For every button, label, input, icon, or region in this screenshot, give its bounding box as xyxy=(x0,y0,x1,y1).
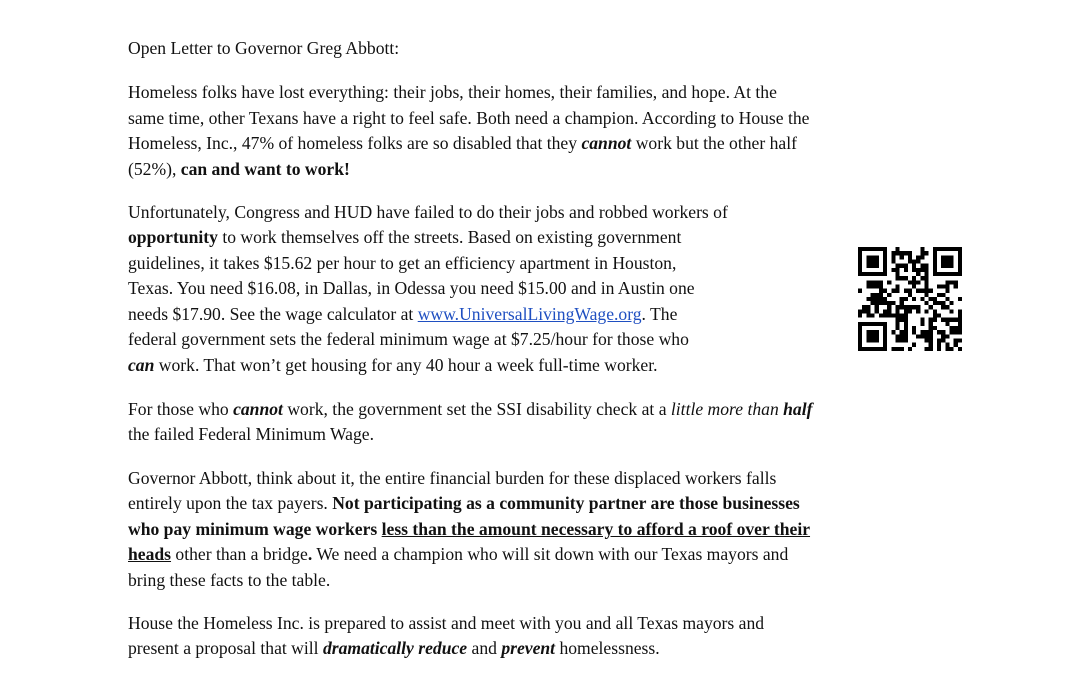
p3-l1b-emph: cannot xyxy=(233,399,283,419)
p4-line-1: Governor Abbott, think about it, the entire financial burden for these displaced workers falls xyxy=(128,468,777,488)
p5-l2d-emph: prevent xyxy=(501,638,556,658)
p5-l2e: homelessness. xyxy=(555,638,660,658)
p4-line-2 xyxy=(128,492,800,514)
p4-line-4 xyxy=(128,543,788,565)
p3-line-2: the failed Federal Minimum Wage. xyxy=(128,424,374,444)
p2-l2b: to work themselves off the streets. Based on existing government xyxy=(217,227,682,247)
p1-line-1: Homeless folks have lost everything: their jobs, their homes, their families, and hope. At the xyxy=(128,82,777,102)
p1-line-4 xyxy=(128,158,350,180)
p3-l1a: For those who xyxy=(128,399,234,419)
p2-line-2 xyxy=(128,226,681,248)
p2-l2a-bold: opportunity xyxy=(128,227,218,247)
qr-code-icon[interactable] xyxy=(858,247,962,351)
p4-l4b: other than a bridge xyxy=(171,544,308,564)
p4-l3b-bold-underline: less than the amount necessary to afford a roof over their xyxy=(381,519,811,539)
p5-l2c: and xyxy=(467,638,502,658)
wage-calculator-link[interactable]: www.UniversalLivingWage.org xyxy=(417,304,642,324)
p3-l1c: work, the government set the SSI disability check at a xyxy=(282,399,671,419)
p1-line-3 xyxy=(128,132,797,154)
p1-l3a: Homeless, Inc., 47% of homeless folks are so disabled that they xyxy=(128,133,582,153)
p4-l4c-bold: . xyxy=(307,544,313,564)
p2-line-3: guidelines, it takes $15.62 per hour to get an efficiency apartment in Houston, xyxy=(128,253,677,273)
p2-line-6: federal government sets the federal minimum wage at $7.25/hour for those who xyxy=(128,329,689,349)
p4-l2a: entirely upon the tax payers. xyxy=(128,493,333,513)
p2-line-5 xyxy=(128,303,677,325)
p1-l3b-emph: cannot xyxy=(581,133,632,153)
p2-l5a: needs $17.90. See the wage calculator at xyxy=(128,304,418,324)
p4-l2b-bold: Not participating as a community partner are those businesses xyxy=(332,493,800,513)
p5-l2b-emph: dramatically reduce xyxy=(322,638,468,658)
p3-l1e-emph: half xyxy=(783,399,813,419)
p2-l7b: work. That won’t get housing for any 40 hour a week full-time worker. xyxy=(154,355,658,375)
p3-line-1 xyxy=(128,398,812,420)
p2-line-7 xyxy=(128,354,658,376)
p1-l4b-bold: can and want to work! xyxy=(180,159,350,179)
p2-line-4: Texas. You need $16.08, in Dallas, in Odessa you need $15.00 and in Austin one xyxy=(128,278,695,298)
p4-l4a-bold-underline: heads xyxy=(128,544,172,564)
salutation: Open Letter to Governor Greg Abbott: xyxy=(128,38,400,58)
p2-line-1: Unfortunately, Congress and HUD have failed to do their jobs and robbed workers of xyxy=(128,202,728,222)
p5-l2a: present a proposal that will xyxy=(128,638,323,658)
p5-line-2 xyxy=(128,637,660,659)
p5-line-1: House the Homeless Inc. is prepared to assist and meet with you and all Texas mayors and xyxy=(128,613,765,633)
p4-line-5: bring these facts to the table. xyxy=(128,570,331,590)
p1-l4a: (52%), xyxy=(128,159,181,179)
p4-line-3 xyxy=(128,518,810,540)
p1-line-2: same time, other Texans have a right to feel safe. Both need a champion. According to House the xyxy=(128,108,810,128)
p2-l7a-emph: can xyxy=(128,355,155,375)
p4-l3a-bold: who pay minimum wage workers xyxy=(128,519,382,539)
p2-l5b: . The xyxy=(641,304,678,324)
p3-l1d-italic: little more than xyxy=(670,399,784,419)
p1-l3c: work but the other half xyxy=(631,133,797,153)
p4-l4d: We need a champion who will sit down with our Texas mayors and xyxy=(312,544,789,564)
